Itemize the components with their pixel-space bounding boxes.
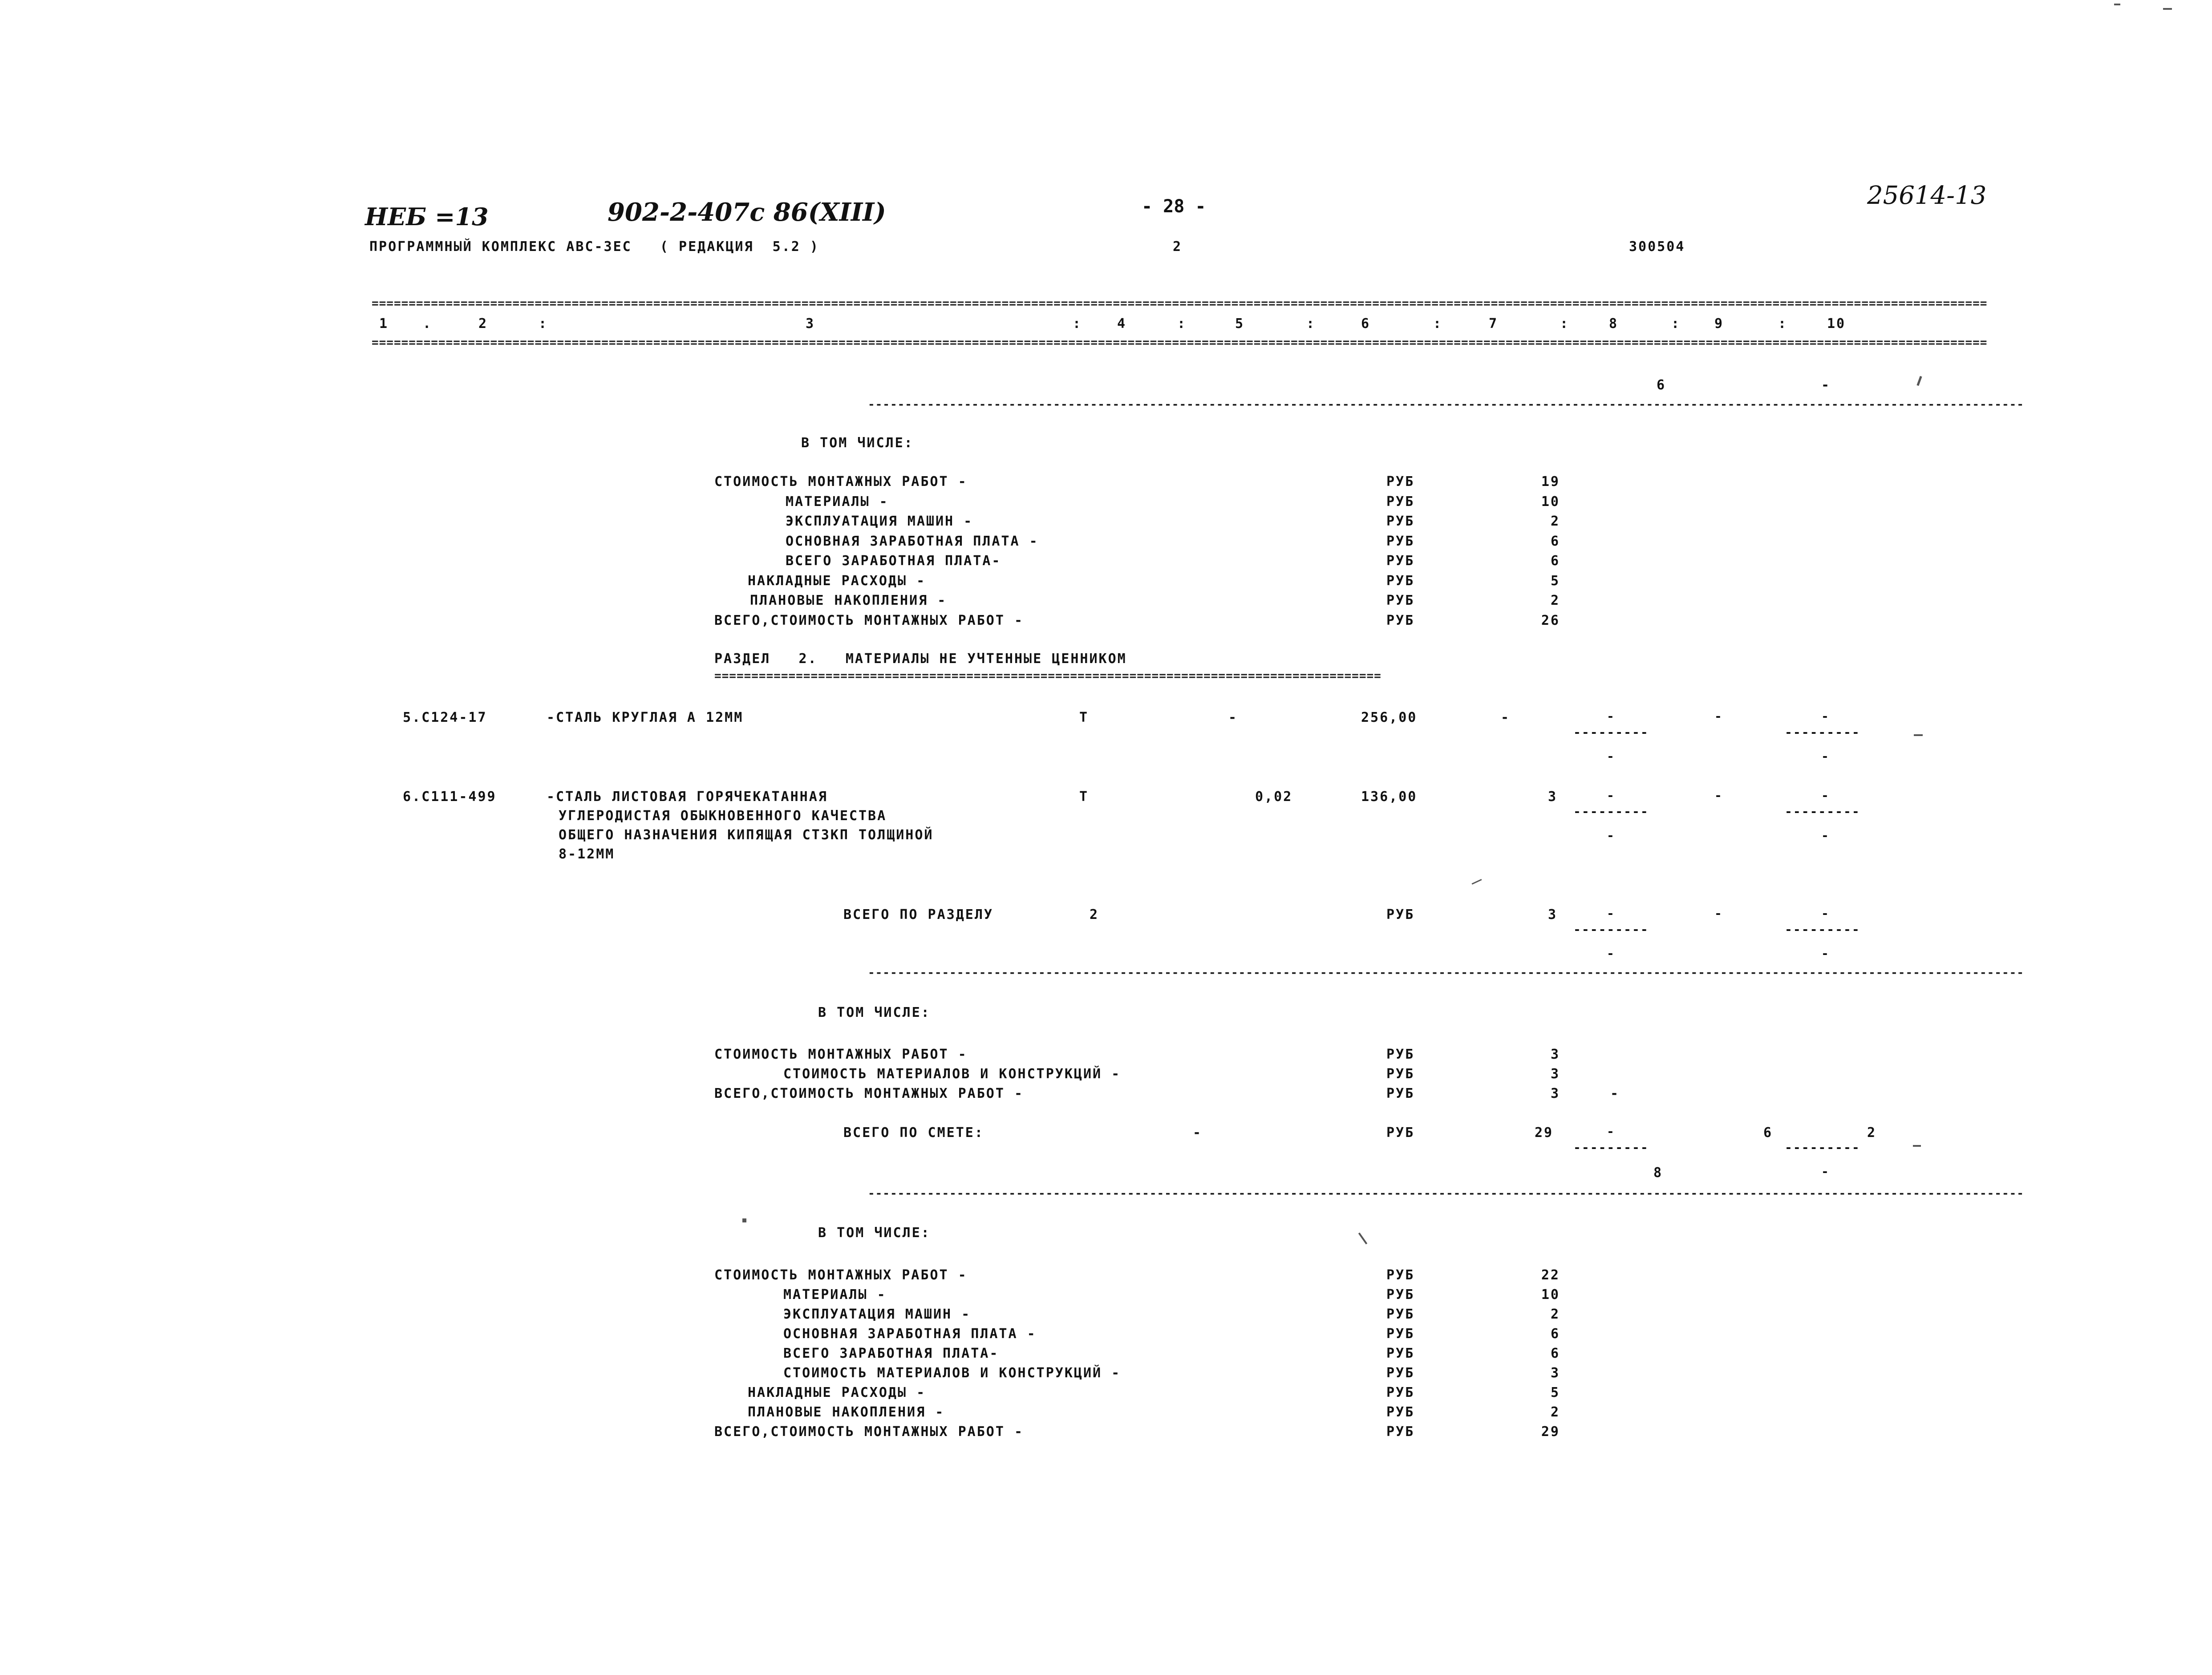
block2-row-extra: - (1610, 1086, 1620, 1101)
block1-row-unit: РУБ (1386, 573, 1415, 589)
block3-row-label: МАТЕРИАЛЫ - (783, 1287, 887, 1303)
section2-title-underline: ========================================================================================== (714, 669, 1381, 683)
block3-row-unit: РУБ (1386, 1287, 1415, 1303)
block3-heading: В ТОМ ЧИСЛЕ: (818, 1225, 931, 1241)
block1-row-label: НАКЛАДНЫЕ РАСХОДЫ - (748, 573, 926, 589)
column-number: 4 (1117, 316, 1127, 332)
column-separator: : (539, 316, 548, 332)
block2-row-unit: РУБ (1386, 1066, 1415, 1082)
block3-row-label: ЭКСПЛУАТАЦИЯ МАШИН - (783, 1307, 971, 1322)
scan-speck (1913, 1145, 1921, 1147)
section-total-col8: - (1607, 906, 1615, 921)
section-total-col8-rule: --------- (1573, 922, 1649, 937)
column-separator: : (1177, 316, 1187, 332)
block1-row-label: ЭКСПЛУАТАЦИЯ МАШИН - (786, 514, 973, 529)
block1-row-unit: РУБ (1386, 553, 1415, 569)
scan-speck (742, 1218, 746, 1222)
block1-row-value: 6 (1550, 533, 1560, 549)
block3-row-unit: РУБ (1386, 1267, 1415, 1283)
block1-row-unit: РУБ (1386, 514, 1415, 529)
block1-row-value: 19 (1541, 474, 1560, 490)
block3-row-value: 22 (1541, 1267, 1560, 1283)
item-col10: - (1821, 709, 1830, 724)
block3-row-value: 3 (1550, 1365, 1560, 1381)
item-col8-rule: --------- (1573, 804, 1649, 819)
block1-row-unit: РУБ (1386, 474, 1415, 490)
item-col10b: - (1821, 828, 1830, 843)
block3-row-unit: РУБ (1386, 1365, 1415, 1381)
column-separator: : (1560, 316, 1570, 332)
scan-speck (1471, 879, 1482, 885)
item-number: 5.С124-17 (403, 710, 487, 725)
column-number: 10 (1827, 316, 1846, 332)
block3-row-label: ПЛАНОВЫЕ НАКОПЛЕНИЯ - (748, 1404, 945, 1420)
block3-row-label: ВСЕГО ЗАРАБОТНАЯ ПЛАТА- (783, 1346, 999, 1361)
section-total-col8b: - (1607, 946, 1615, 961)
block1-row-value: 10 (1541, 494, 1560, 510)
column-separator: : (1433, 316, 1443, 332)
block1-heading: В ТОМ ЧИСЛЕ: (801, 435, 914, 451)
section-total-value: 3 (1548, 907, 1558, 922)
column-number-row (0, 316, 2212, 334)
item-price: 256,00 (1361, 710, 1418, 725)
program-line: ПРОГРАММНЫЙ КОМПЛЕКС АВС-ЗЕС ( РЕДАКЦИЯ 5.2 ) (369, 239, 819, 255)
block2-row-unit: РУБ (1386, 1047, 1415, 1062)
block1-row-value: 2 (1550, 514, 1560, 529)
estimate-total-col8-rule: --------- (1573, 1140, 1649, 1155)
block2-row-label: СТОИМОСТЬ МАТЕРИАЛОВ И КОНСТРУКЦИЙ - (783, 1066, 1121, 1082)
column-separator: : (1306, 316, 1316, 332)
item-col8b: - (1607, 749, 1615, 764)
block3-row-value: 6 (1550, 1346, 1560, 1361)
item-col10b: - (1821, 749, 1830, 764)
block1-row-value: 6 (1550, 553, 1560, 569)
header-rule-top: ========================================================================================================================================================================================================================== (372, 297, 1988, 310)
block2-row-value: 3 (1550, 1086, 1560, 1101)
column-dot: . (423, 316, 433, 332)
item-col10-rule: --------- (1785, 804, 1860, 819)
block1-row-value: 5 (1550, 573, 1560, 589)
separator-rule-1: ------------------------------------------------------------------------------------------------------------------------------------------------------------ (868, 398, 2024, 411)
header-code: 300504 (1629, 239, 1685, 255)
item-unit: Т (1079, 710, 1089, 725)
item-name-line: 8-12ММ (559, 846, 615, 862)
section2-title: РАЗДЕЛ 2. МАТЕРИАЛЫ НЕ УЧТЕННЫЕ ЦЕННИКОМ (714, 651, 1127, 667)
item-name-line: -СТАЛЬ ЛИСТОВАЯ ГОРЯЧЕКАТАННАЯ (547, 789, 828, 805)
handwritten-project-code: 902-2-407с 86(XIII) (608, 198, 886, 227)
block1-row-unit: РУБ (1386, 494, 1415, 510)
block2-row-value: 3 (1550, 1066, 1560, 1082)
block3-row-value: 2 (1550, 1307, 1560, 1322)
estimate-total-col10: 2 (1867, 1125, 1877, 1141)
block3-row-unit: РУБ (1386, 1404, 1415, 1420)
block2-row-value: 3 (1550, 1047, 1560, 1062)
column-number: 2 (478, 316, 488, 332)
block2-row-unit: РУБ (1386, 1086, 1415, 1101)
block2-row-label: СТОИМОСТЬ МОНТАЖНЫХ РАБОТ - (714, 1047, 968, 1062)
item-col8b: - (1607, 828, 1615, 843)
block3-row-unit: РУБ (1386, 1385, 1415, 1400)
estimate-total-col10-rule: --------- (1785, 1140, 1860, 1155)
section-total-col10-rule: --------- (1785, 922, 1860, 937)
section-total-col9: - (1714, 906, 1723, 921)
estimate-total-label: ВСЕГО ПО СМЕТЕ: (843, 1125, 984, 1141)
block1-row-label: ОСНОВНАЯ ЗАРАБОТНАЯ ПЛАТА - (786, 533, 1039, 549)
item-number: 6.С111-499 (403, 789, 497, 805)
block2-heading: В ТОМ ЧИСЛЕ: (818, 1005, 931, 1020)
item-unit: Т (1079, 789, 1089, 805)
block1-row-value: 2 (1550, 593, 1560, 608)
column-number: 6 (1361, 316, 1371, 332)
column-number: 5 (1235, 316, 1245, 332)
item-name-line: ОБЩЕГО НАЗНАЧЕНИЯ КИПЯЩАЯ СТ3КП ТОЛЩИНОЙ (559, 827, 934, 843)
block2-row-label: ВСЕГО,СТОИМОСТЬ МОНТАЖНЫХ РАБОТ - (714, 1086, 1024, 1101)
block3-row-label: ВСЕГО,СТОИМОСТЬ МОНТАЖНЫХ РАБОТ - (714, 1424, 1024, 1440)
scan-speck (1916, 376, 1922, 386)
item-col7: - (1501, 710, 1511, 725)
item-col9: - (1714, 709, 1723, 724)
column-separator: : (1073, 316, 1082, 332)
column-number: 3 (806, 316, 815, 332)
block1-row-unit: РУБ (1386, 593, 1415, 608)
block3-row-value: 2 (1550, 1404, 1560, 1420)
estimate-total-col8: - (1607, 1124, 1615, 1139)
block3-row-unit: РУБ (1386, 1326, 1415, 1342)
block3-row-unit: РУБ (1386, 1346, 1415, 1361)
block3-row-value: 6 (1550, 1326, 1560, 1342)
block3-row-value: 5 (1550, 1385, 1560, 1400)
block1-row-label: ПЛАНОВЫЕ НАКОПЛЕНИЯ - (750, 593, 947, 608)
block1-row-unit: РУБ (1386, 533, 1415, 549)
block3-row-value: 29 (1541, 1424, 1560, 1440)
scan-speck (1914, 734, 1923, 736)
block1-row-label: ВСЕГО,СТОИМОСТЬ МОНТАЖНЫХ РАБОТ - (714, 612, 1024, 628)
separator-rule-2: ------------------------------------------------------------------------------------------------------------------------------------------------------------ (868, 966, 2024, 979)
page-number: - 28 - (1142, 196, 1206, 217)
top-total-col10: - (1821, 377, 1831, 393)
item-col9: - (1714, 788, 1723, 803)
column-separator: : (1671, 316, 1681, 332)
item-col7: 3 (1548, 789, 1558, 805)
column-number: 8 (1609, 316, 1619, 332)
block3-row-unit: РУБ (1386, 1424, 1415, 1440)
estimate-total-col10b: - (1821, 1164, 1830, 1179)
block3-row-label: НАКЛАДНЫЕ РАСХОДЫ - (748, 1385, 926, 1400)
item-name-line: УГЛЕРОДИСТАЯ ОБЫКНОВЕННОГО КАЧЕСТВА (559, 808, 887, 824)
estimate-total-col9: 6 (1763, 1125, 1773, 1141)
block3-row-unit: РУБ (1386, 1307, 1415, 1322)
scan-speck (1358, 1233, 1367, 1245)
block3-row-label: СТОИМОСТЬ МОНТАЖНЫХ РАБОТ - (714, 1267, 968, 1283)
item-price: 136,00 (1361, 789, 1418, 805)
header-rule-bottom: ========================================================================================================================================================================================================================== (372, 336, 1988, 349)
top-total-col8: 6 (1657, 377, 1666, 393)
block1-row-label: СТОИМОСТЬ МОНТАЖНЫХ РАБОТ - (714, 474, 968, 490)
item-quantity: - (1228, 710, 1238, 725)
item-col8: - (1607, 788, 1615, 803)
block3-row-value: 10 (1541, 1287, 1560, 1303)
section-total-number: 2 (1090, 907, 1099, 922)
column-number: 1 (379, 316, 389, 332)
item-col10-rule: --------- (1785, 725, 1860, 740)
item-quantity: 0,02 (1255, 789, 1293, 805)
block1-row-label: ВСЕГО ЗАРАБОТНАЯ ПЛАТА- (786, 553, 1001, 569)
item-col10: - (1821, 788, 1830, 803)
block1-row-unit: РУБ (1386, 612, 1415, 628)
item-name-line: -СТАЛЬ КРУГЛАЯ А 12ММ (547, 710, 744, 725)
item-col8: - (1607, 709, 1615, 724)
block3-row-label: СТОИМОСТЬ МАТЕРИАЛОВ И КОНСТРУКЦИЙ - (783, 1365, 1121, 1381)
item-col8-rule: --------- (1573, 725, 1649, 740)
section-total-label: ВСЕГО ПО РАЗДЕЛУ (843, 907, 993, 922)
sheet-number: 2 (1173, 239, 1183, 255)
block1-row-value: 26 (1541, 612, 1560, 628)
scan-speck (2163, 8, 2172, 10)
block1-row-label: МАТЕРИАЛЫ - (786, 494, 889, 510)
section-total-col10: - (1821, 906, 1830, 921)
estimate-total-unit: РУБ (1386, 1125, 1415, 1141)
column-number: 7 (1489, 316, 1499, 332)
column-separator: : (1778, 316, 1788, 332)
document-number: 25614-13 (1867, 181, 1987, 210)
estimate-total-value: 29 (1535, 1125, 1554, 1141)
scan-speck (2114, 4, 2120, 5)
separator-rule-3: ------------------------------------------------------------------------------------------------------------------------------------------------------------ (868, 1187, 2024, 1200)
block3-row-label: ОСНОВНАЯ ЗАРАБОТНАЯ ПЛАТА - (783, 1326, 1037, 1342)
estimate-total-dash: - (1193, 1125, 1203, 1141)
section-total-unit: РУБ (1386, 907, 1415, 922)
section-total-col10b: - (1821, 946, 1830, 961)
column-number: 9 (1714, 316, 1724, 332)
estimate-total-col8b: 8 (1653, 1165, 1663, 1181)
handwritten-left-code: НЕБ =13 (365, 202, 489, 231)
